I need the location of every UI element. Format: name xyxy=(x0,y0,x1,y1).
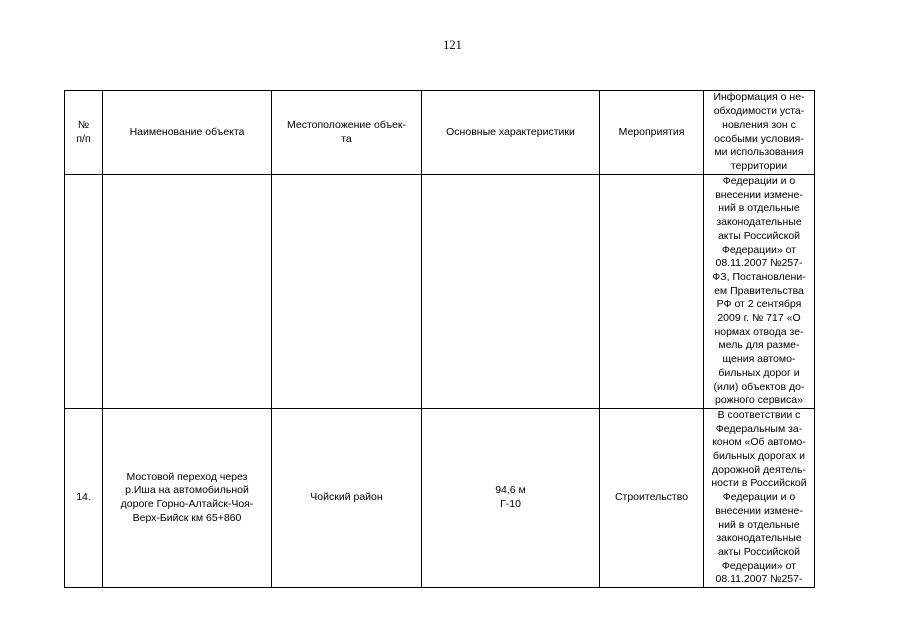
zone-info-text: В соответствии с Федеральным за- коном «Об автомо- бильных дорогах и дорожной деятель- ности в Российской Федерации и о внесении измене- ний в отдельные законодательные акты Российской Федерации» от 08.11.2007 №257- xyxy=(711,408,807,586)
header-location: Местоположение объек- та xyxy=(272,91,422,175)
header-number: № п/п xyxy=(65,91,103,175)
cell-number: 14. xyxy=(65,408,103,587)
table-row xyxy=(65,175,815,409)
table-header-row xyxy=(65,91,815,175)
header-zone-info: Информация о не- обходимости уста- новления зон с особыми условия- ми использования территории xyxy=(704,91,815,175)
cell-characteristics: 94,6 м Г-10 xyxy=(422,408,600,587)
header-characteristics: Основные характеристики xyxy=(422,91,600,175)
page-number: 121 xyxy=(443,38,462,52)
header-object-name: Наименование объекта xyxy=(103,91,272,175)
cell-object-name: Мостовой переход через р.Иша на автомобильной дороге Горно-Алтайск-Чоя- Верх-Бийск км 65+860 xyxy=(103,408,272,587)
header-activities: Мероприятия xyxy=(600,91,704,175)
cell-location: Чойский район xyxy=(272,408,422,587)
zone-info-text: Федерации и о внесении измене- ний в отдельные законодательные акты Российской Федерации» от 08.11.2007 №257- ФЗ, Постановлени- ем Правительства РФ от 2 сентября 2009 г. № 717 «О нормах отвода зе- мель для разме- щения автомо- бильных дорог и (или) объектов до- рожного сервиса» xyxy=(712,175,806,407)
table-row xyxy=(65,408,815,587)
cell-activities: Строительство xyxy=(600,408,704,587)
cell-location xyxy=(272,175,422,409)
cell-zone-info xyxy=(704,175,815,409)
cell-zone-info xyxy=(704,408,815,587)
cell-object-name xyxy=(103,175,272,409)
cell-number xyxy=(65,175,103,409)
cell-characteristics xyxy=(422,175,600,409)
objects-table xyxy=(64,90,815,588)
cell-activities xyxy=(600,175,704,409)
